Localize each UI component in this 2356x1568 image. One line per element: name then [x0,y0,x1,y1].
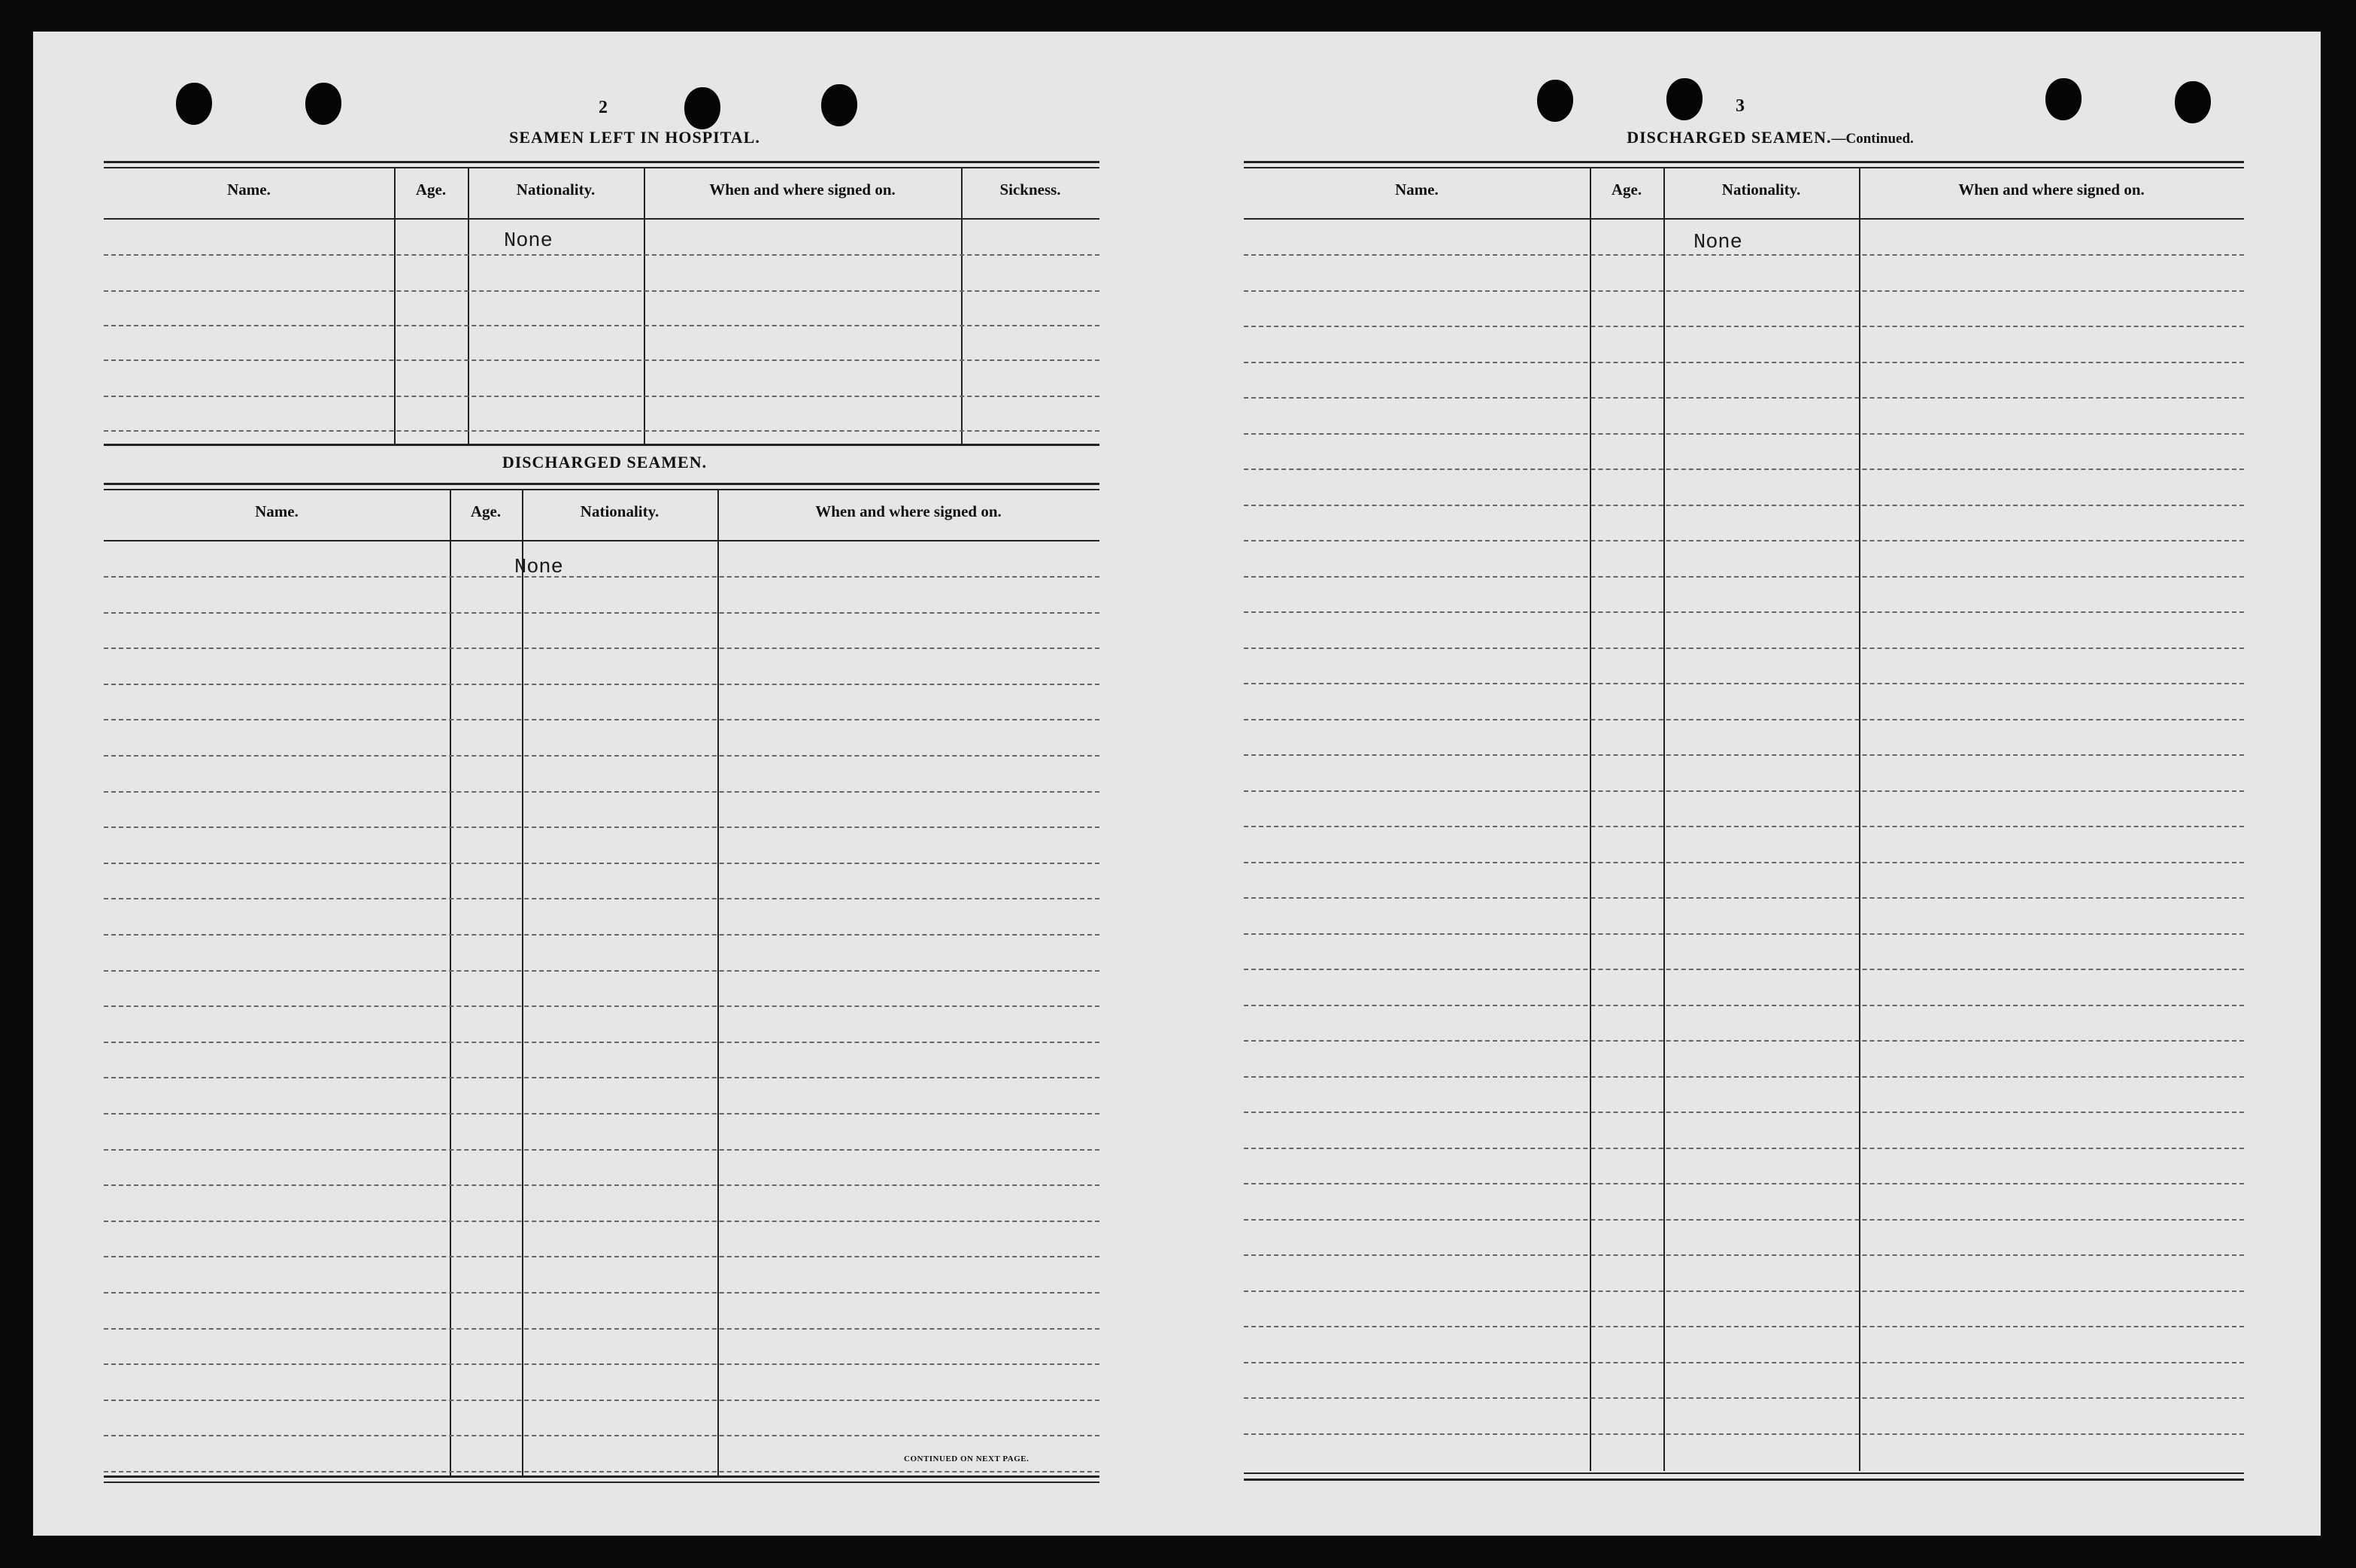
punch-hole-icon [2045,78,2082,120]
right-table-top-rule [1244,161,2244,163]
table-row-line [104,684,1099,685]
punch-hole-icon [176,83,212,125]
table-row-line [1244,290,2244,292]
hospital-row-line [104,325,1099,326]
hospital-header-name: Name. [227,180,271,199]
table-row-line [1244,1112,2244,1113]
table-row-line [1244,1254,2244,1256]
table-row-line [1244,1433,2244,1435]
hospital-table-bottom-rule [104,444,1099,446]
discharged-header-age: Age. [470,502,502,520]
hospital-header-sickness: Sickness. [999,180,1061,199]
hospital-section-title: SEAMEN LEFT IN HOSPITAL. [509,128,760,147]
right-header-nationality: Nationality. [1721,180,1801,199]
table-row-line [104,648,1099,649]
table-row-line [104,1328,1099,1330]
table-row-line [104,1221,1099,1222]
right-table-bottom-rule [1244,1472,2244,1474]
discharged-continued-title-main: DISCHARGED SEAMEN. [1627,128,1832,147]
table-row-line [104,1363,1099,1365]
table-row-line [1244,897,2244,899]
discharged-table-header-rule [104,540,1099,541]
right-col-divider [1590,168,1591,1471]
table-row-line [1244,469,2244,470]
right-table-bottom-rule-2 [1244,1479,2244,1481]
table-row-line [104,898,1099,899]
hospital-col-divider [394,168,396,444]
table-row-line [1244,326,2244,327]
table-row-line [104,612,1099,614]
right-col-divider [1859,168,1860,1471]
table-row-line [1244,362,2244,363]
discharged-table-bottom-rule [104,1475,1099,1478]
table-row-line [1244,754,2244,756]
discharged-continued-title [1575,128,1966,147]
table-row-line [104,1005,1099,1007]
table-row-line [1244,1219,2244,1221]
hospital-row-line [104,290,1099,292]
hospital-col-divider [468,168,469,444]
table-row-line [104,826,1099,828]
table-row-line [1244,862,2244,863]
right-col-divider [1663,168,1665,1471]
table-row-line [1244,933,2244,935]
hospital-table-top-rule [104,161,1099,163]
discharged-header-nationality: Nationality. [580,502,659,520]
table-row-line [104,1256,1099,1257]
discharged-table-top-rule-2 [104,489,1099,490]
discharged-header-signed-on: When and where signed on. [815,502,1002,520]
table-row-line [1244,719,2244,720]
table-row-line [104,934,1099,936]
hospital-table-header-rule [104,218,1099,220]
table-row-line [104,719,1099,720]
discharged-entry-none: None [514,557,563,579]
hospital-header-nationality: Nationality. [516,180,596,199]
hospital-col-divider [644,168,645,444]
page-number-right: 3 [1736,96,1745,116]
punch-hole-icon [684,87,720,129]
table-row-line [1244,1362,2244,1363]
table-row-line [1244,1183,2244,1184]
page-number-left: 2 [599,98,608,117]
table-row-line [1244,576,2244,578]
hospital-header-signed-on: When and where signed on. [709,180,896,199]
punch-hole-icon [305,83,341,125]
table-row-line [1244,648,2244,649]
table-row-line [1244,1005,2244,1006]
punch-hole-icon [1666,78,1703,120]
right-table-header-rule [1244,218,2244,220]
table-row-line [1244,1040,2244,1042]
table-row-line [1244,1326,2244,1327]
punch-hole-icon [821,84,857,126]
table-row-line [104,1400,1099,1401]
hospital-entry-none: None [504,230,553,253]
hospital-row-line [104,396,1099,397]
table-row-line [104,863,1099,864]
table-row-line [1244,683,2244,684]
discharged-header-name: Name. [255,502,299,520]
hospital-header-age: Age. [415,180,447,199]
hospital-table-top-rule-2 [104,167,1099,168]
hospital-row-line [104,430,1099,432]
punch-hole-icon [1537,80,1573,122]
table-row-line [104,1042,1099,1043]
discharged-section-title: DISCHARGED SEAMEN. [502,453,708,472]
table-row-line [104,970,1099,972]
ledger-sheet [33,32,2321,1536]
table-row-line [104,1184,1099,1186]
right-entry-none: None [1693,232,1742,254]
discharged-table-top-rule [104,483,1099,485]
table-row-line [1244,1290,2244,1292]
table-row-line [104,1435,1099,1436]
table-row-line [104,1113,1099,1115]
table-row-line [1244,254,2244,256]
discharged-table-bottom-rule-2 [104,1482,1099,1483]
punch-hole-icon [2175,81,2211,123]
table-row-line [104,1077,1099,1078]
table-row-line [1244,1148,2244,1149]
right-header-age: Age. [1611,180,1642,199]
table-row-line [1244,397,2244,399]
table-row-line [1244,505,2244,506]
table-row-line [1244,540,2244,541]
table-row-line [1244,969,2244,970]
table-row-line [1244,1397,2244,1399]
hospital-row-line [104,359,1099,361]
continued-footer: CONTINUED ON NEXT PAGE. [904,1454,1029,1463]
table-row-line [1244,826,2244,827]
right-header-signed-on: When and where signed on. [1958,180,2145,199]
table-row-line [1244,1076,2244,1078]
right-table-top-rule-2 [1244,167,2244,168]
table-row-line [104,1292,1099,1294]
table-row-line [104,576,1099,578]
hospital-col-divider [961,168,963,444]
table-row-line [1244,611,2244,613]
table-row-line [104,791,1099,793]
table-row-line [1244,433,2244,435]
table-row-line [104,1149,1099,1151]
hospital-row-line [104,254,1099,256]
right-header-name: Name. [1395,180,1439,199]
table-row-line [1244,790,2244,792]
discharged-continued-title-suffix: —Continued. [1831,131,1914,147]
table-row-line [104,1471,1099,1472]
table-row-line [104,755,1099,757]
